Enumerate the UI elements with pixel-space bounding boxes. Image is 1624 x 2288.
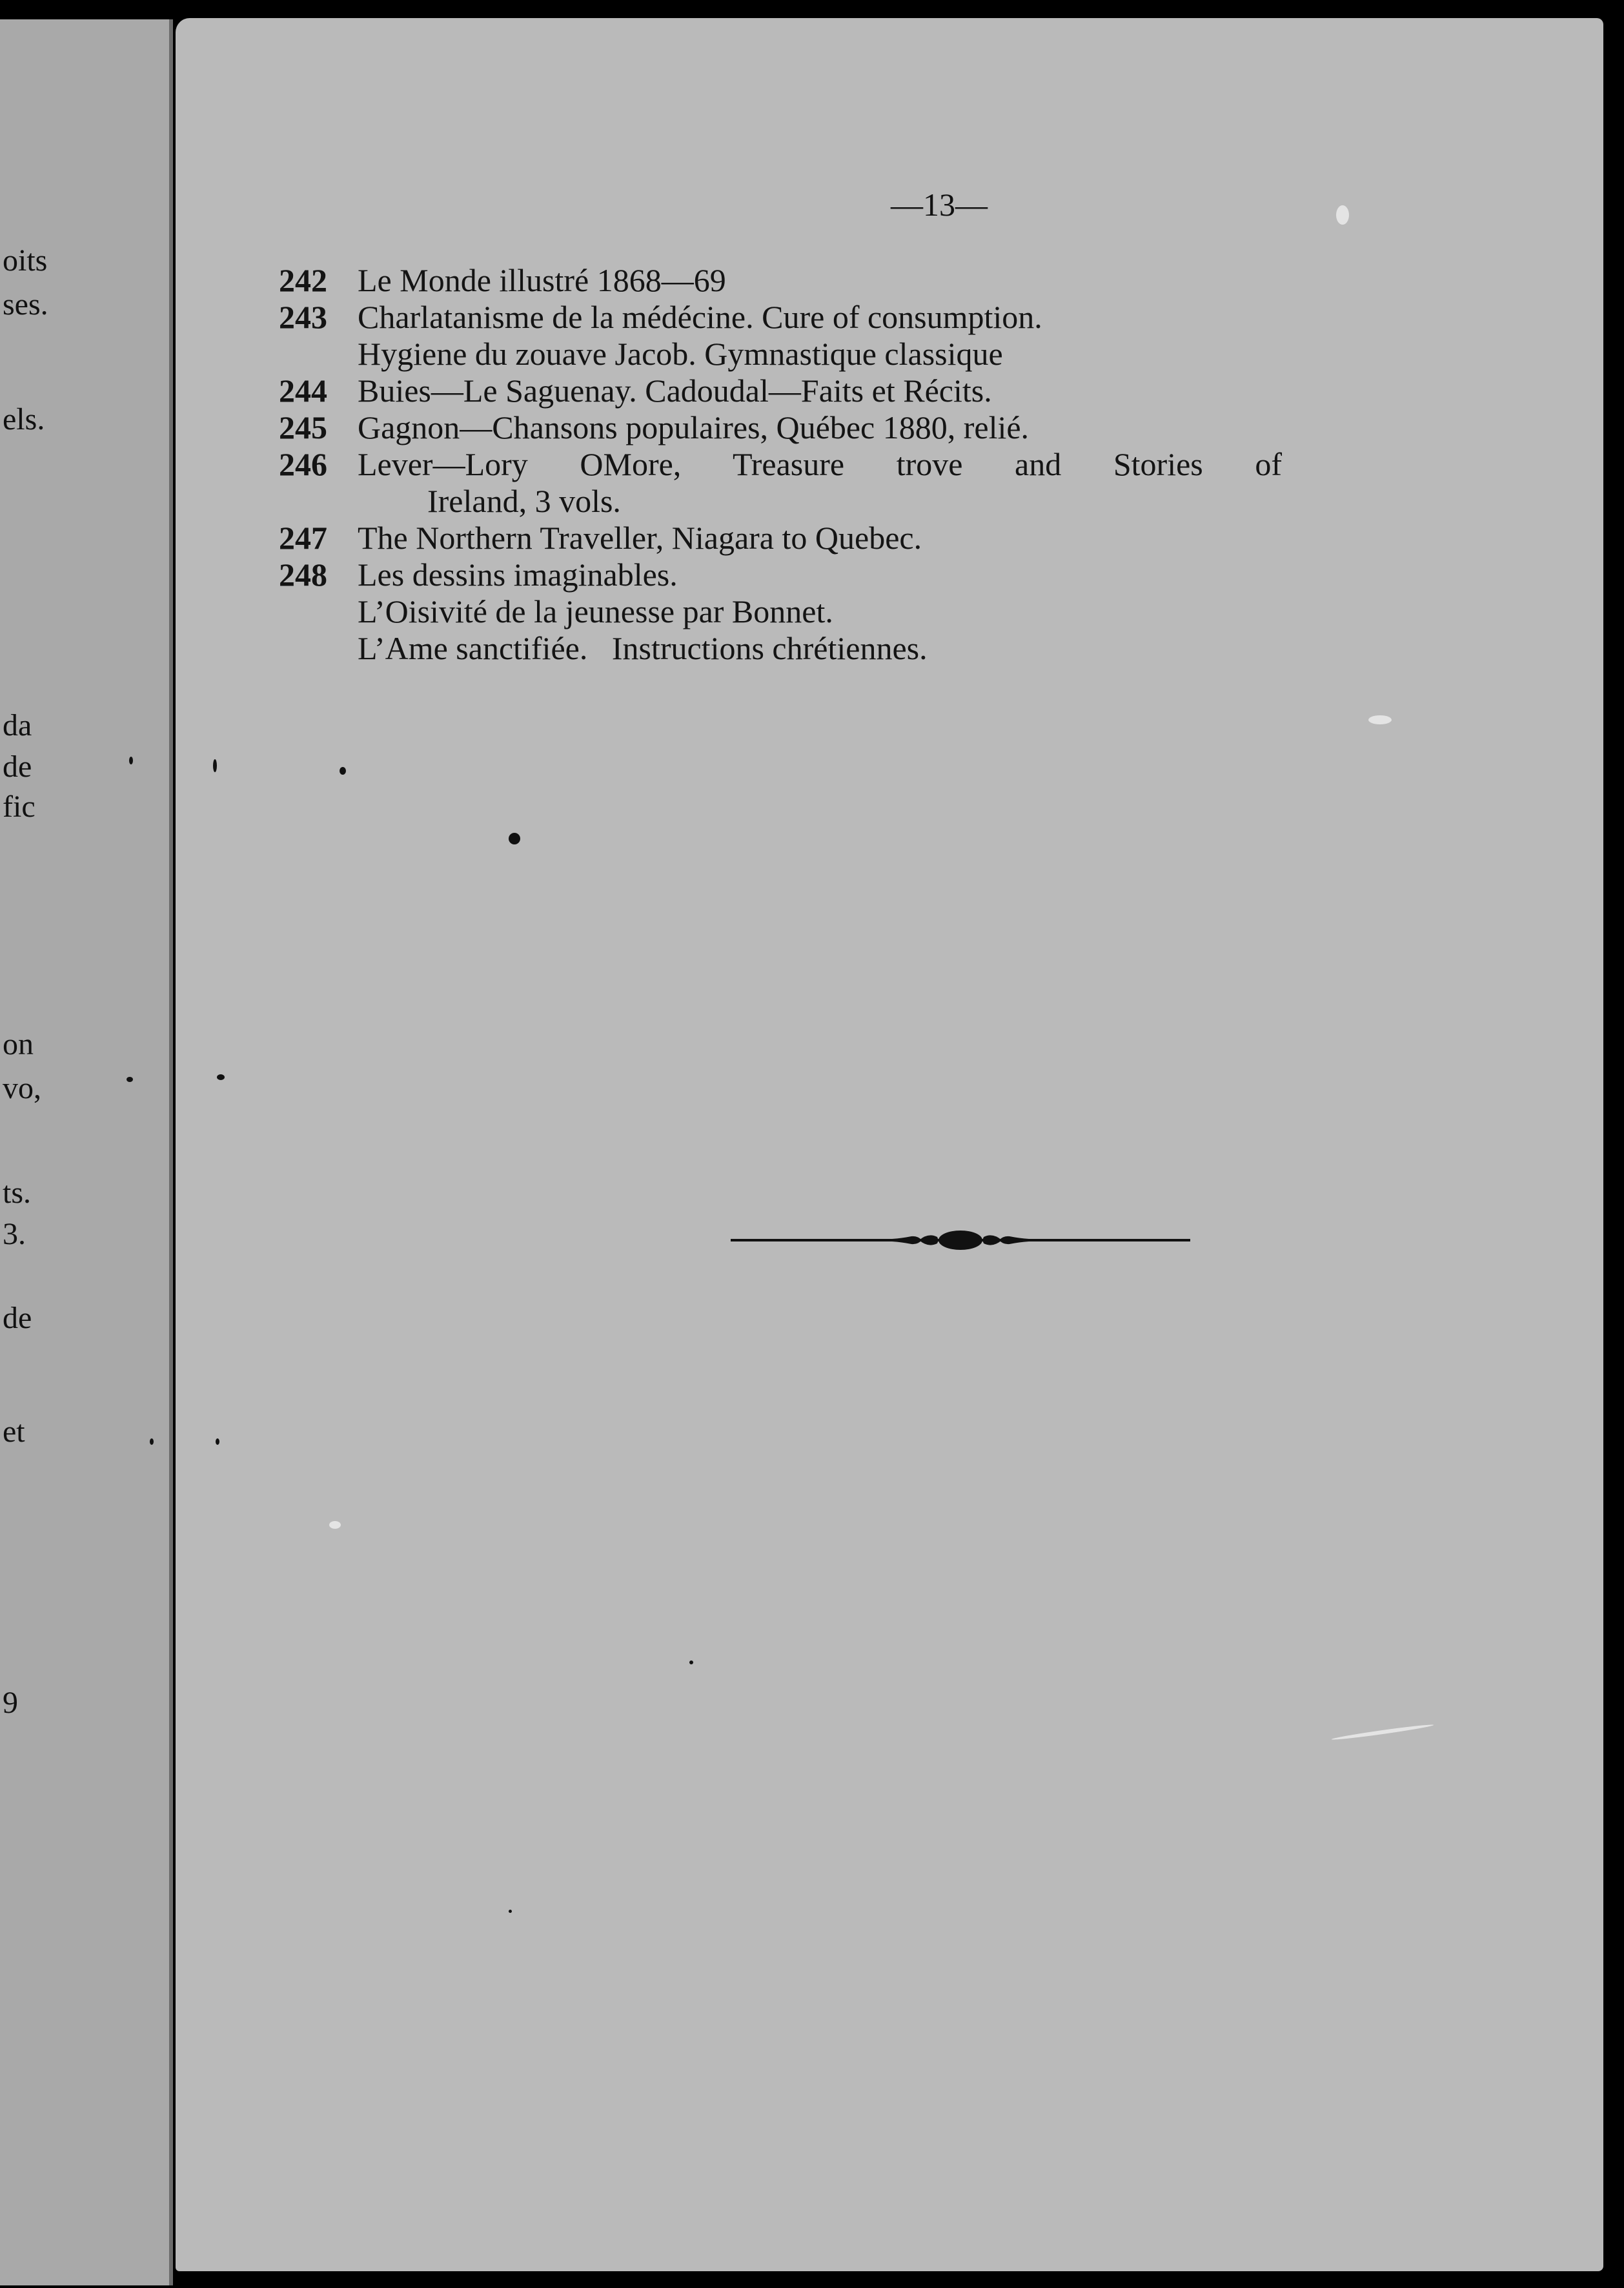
scan-speck [1368, 715, 1392, 724]
entry-title: Gagnon—Chansons populaires, Québec 1880, relié. [358, 409, 1030, 445]
entry-title: The Northern Traveller, Niagara to Quebec. [358, 520, 922, 556]
left-page-fragment: on [3, 1027, 34, 1061]
scan-speck [340, 767, 346, 775]
catalogue-entry-244 [279, 373, 1505, 409]
scan-speck [127, 1077, 133, 1082]
catalogue-entry-248-continued [279, 630, 1505, 667]
catalogue-entry-246-continued [279, 483, 1505, 520]
catalogue-entry-246 [279, 446, 1505, 483]
entry-title: L’Oisivité de la jeunesse par Bonnet. [358, 593, 833, 629]
scan-speck [1336, 205, 1349, 225]
scan-speck [1331, 1723, 1434, 1741]
left-page-fragment: 3. [3, 1217, 26, 1251]
entry-title: L’Ame sanctifiée. Instructions chrétiennes. [358, 630, 928, 666]
entry-title: Les dessins imaginables. [358, 557, 678, 593]
entry-number: 242 [279, 262, 327, 298]
decorative-rule-ornament [731, 1224, 1190, 1256]
entry-title: Charlatanisme de la médécine. Cure of consumption. [358, 299, 1042, 335]
scan-speck [509, 833, 520, 844]
entry-title: Buies—Le Saguenay. Cadoudal—Faits et Récits. [358, 373, 992, 409]
left-page-fragment: ses. [3, 287, 48, 322]
scan-speck [329, 1521, 341, 1529]
left-page-fragment: de [3, 750, 32, 784]
scan-speck [129, 757, 133, 764]
left-page-fragment: de [3, 1301, 32, 1335]
scan-speck [216, 1438, 219, 1445]
entry-number: 245 [279, 409, 327, 445]
scan-speck [689, 1660, 693, 1664]
entry-number: 248 [279, 557, 327, 593]
page-number: —13— [891, 187, 988, 223]
left-page-fragment: vo, [3, 1071, 41, 1105]
left-page-fragment: oits [3, 243, 48, 278]
left-page-fragment: fic [3, 790, 36, 824]
catalogue-entry-242 [279, 262, 1505, 299]
left-page-fragment: ts. [3, 1176, 32, 1210]
entry-title: Ireland, 3 vols. [427, 483, 621, 519]
catalogue-entry-248-continued [279, 593, 1505, 630]
entry-number: 246 [279, 446, 327, 482]
entry-number: 247 [279, 520, 327, 556]
entry-title: Le Monde illustré 1868—69 [358, 262, 726, 298]
catalogue-entry-247 [279, 520, 1505, 557]
left-page-fragment: et [3, 1415, 25, 1449]
catalogue-entry-248 [279, 557, 1505, 593]
catalogue-entry-245 [279, 409, 1505, 446]
catalogue-page [176, 18, 1603, 2271]
entry-number: 244 [279, 373, 327, 409]
entry-number: 243 [279, 299, 327, 335]
scan-speck [217, 1074, 225, 1080]
entry-title: Lever—Lory OMore, Treasure trove and Stories of [358, 446, 1282, 482]
catalogue-entries [279, 262, 1505, 667]
scan-speck [150, 1438, 154, 1445]
facing-page-edge [0, 19, 173, 2285]
left-page-fragment: da [3, 708, 32, 742]
scan-speck [213, 759, 217, 772]
entry-title: Hygiene du zouave Jacob. Gymnastique classique [358, 336, 1003, 372]
catalogue-entry-243-continued [279, 336, 1505, 373]
catalogue-entry-243 [279, 299, 1505, 336]
scan-speck [509, 1910, 512, 1913]
left-page-fragment: els. [3, 402, 45, 436]
left-page-fragment: 9 [3, 1686, 18, 1720]
